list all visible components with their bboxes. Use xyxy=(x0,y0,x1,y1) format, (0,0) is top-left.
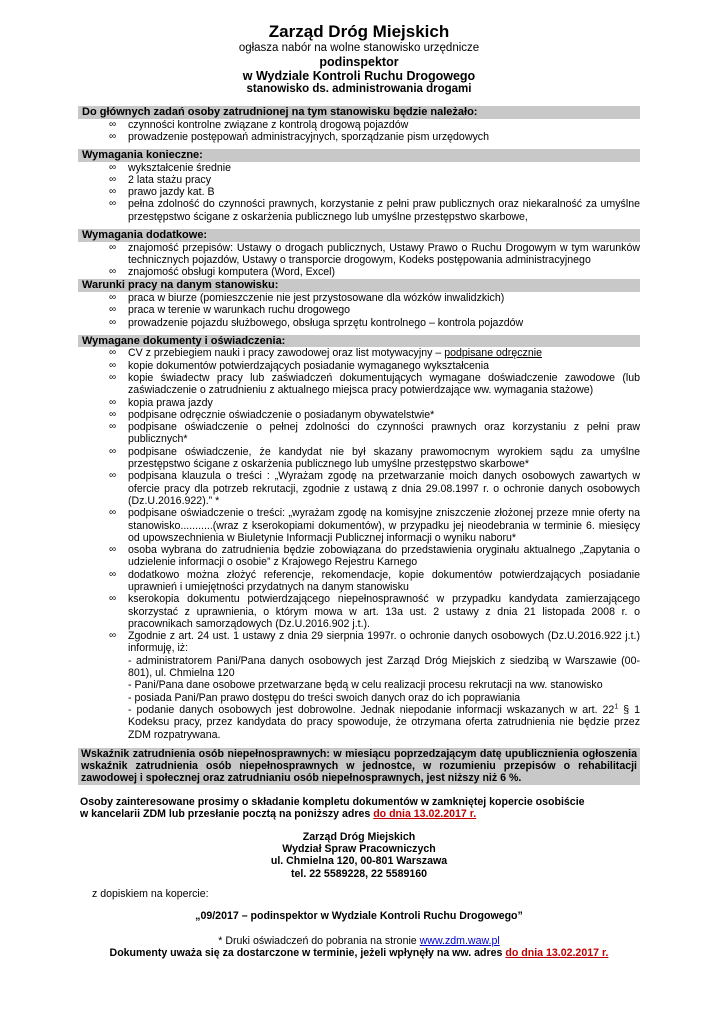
underlined-text: podpisane odręcznie xyxy=(444,347,542,360)
infinity-bullet-icon: ∞ xyxy=(109,186,117,198)
rodo-line: - podanie danych osobowych jest dobrowolne. Jednak niepodanie informacji wskazanych w art. $22^1$ § 1 Kodeksu pracy, przez kandydata do pracy spowoduje, że otrzymana oferta zatrudnienia nie będzie przez ZDM rozpatrywana. xyxy=(128,703,641,741)
section-duties xyxy=(78,106,640,143)
deadline-text: do dnia 13.02.2017 r. xyxy=(373,808,477,821)
org-title: Zarząd Dróg Miejskich xyxy=(268,22,450,41)
list-item: ∞ prawo jazdy kat. B xyxy=(109,186,215,199)
section-documents xyxy=(78,335,640,741)
infinity-bullet-icon: ∞ xyxy=(109,630,117,642)
list-item: ∞ podpisane odręcznie oświadczenie o posiadanym obywatelstwie* xyxy=(109,408,435,421)
list-item: ∞ CV z przebiegiem nauki i pracy zawodowej oraz list motywacyjny – podpisane odręcznie xyxy=(109,347,542,360)
address-phone: tel. 22 5589228, 22 5589160 xyxy=(290,867,428,880)
infinity-bullet-icon: ∞ xyxy=(109,593,117,605)
rodo-line: - posiada Pani/Pan prawo dostępu do treści swoich danych oraz do ich poprawiania xyxy=(128,691,521,704)
infinity-bullet-icon: ∞ xyxy=(109,241,117,253)
list-item: ∞ podpisane oświadczenie o treści: „wyrażam zgodę na komisyjne zniszczenie złożonej przeze mnie oferty na stanowisko...........(wraz z kserokopiami dokumentów), w przypadku jej nieodebrania w terminie 6. miesięcy od upowszechnienia w Biuletynie Informacji Publicznej informacji o wyniku naboru* xyxy=(109,507,640,544)
position-title: podinspektor xyxy=(319,55,399,69)
infinity-bullet-icon: ∞ xyxy=(109,304,117,316)
list-item: ∞ dodatkowo można złożyć referencje, rekomendacje, kopie dokumentów potwierdzających posiadanie uprawnień i umiejętności przydatnych na danym stanowisku xyxy=(109,568,640,593)
infinity-bullet-icon: ∞ xyxy=(109,507,117,519)
infinity-bullet-icon: ∞ xyxy=(109,408,117,420)
post-title: stanowisko ds. administrowania drogami xyxy=(246,83,472,95)
address-org: Zarząd Dróg Miejskich xyxy=(302,830,416,843)
list-item: ∞ pełna zdolność do czynności prawnych, korzystanie z pełni praw publicznych oraz niekaralność za umyślne przestępstwo ścigane z oskarżenia publicznego lub umyślne przestępstwo skarbowe, xyxy=(109,198,640,223)
rodo-line: - Pani/Pana dane osobowe przetwarzane będą w celu realizacji procesu rekrutacji na ww. stanowisko xyxy=(128,679,603,692)
list-item: ∞ prowadzenie postępowań administracyjnych, sporządzanie pism urzędowych xyxy=(109,130,489,143)
infinity-bullet-icon: ∞ xyxy=(109,359,117,371)
infinity-bullet-icon: ∞ xyxy=(109,161,117,173)
list-item: ∞ podpisana klauzula o treści : „Wyrażam zgodę na przetwarzanie moich danych osobowych zawartych w ofercie pracy dla potrzeb rekrutacji, zgodnie z ustawą z dnia 29.08.1997 r. o ochronie danych osobowych (Dz.U.2016.922).” * xyxy=(109,470,640,507)
list-item: ∞ praca w terenie w warunkach ruchu drogowego xyxy=(109,304,351,317)
list-item: ∞ podpisane oświadczenie o pełnej zdolności do czynności prawnych oraz korzystaniu z pełni praw publicznych* xyxy=(109,421,640,446)
final-deadline-text: do dnia 13.02.2017 r. xyxy=(505,947,609,960)
disability-indicator-box: Wskaźnik zatrudnienia osób niepełnosprawnych: w miesiącu poprzedzającym datę upublicznienia ogłoszenia wskaźnik zatrudnienia osób niepełnosprawnych w jednostce, w rozumieniu przepisów o rehabilitacji zawodowej i społecznej oraz zatrudnianiu osób niepełnosprawnych, jest niższy niż 6 %. xyxy=(78,748,640,785)
list-item: ∞ praca w biurze (pomieszczenie nie jest przystosowane dla wózków inwalidzkich) xyxy=(109,291,505,304)
address-block xyxy=(78,831,640,880)
address-street: ul. Chmielna 120, 00-801 Warszawa xyxy=(270,855,448,868)
list-item: ∞ znajomość obsługi komputera (Word, Excel) xyxy=(109,266,336,279)
list-item: ∞ kopie świadectw pracy lub zaświadczeń dokumentujących wymagane doświadczenie zawodowe (lub zaświadczenie o zatrudnieniu z aktualnego miejsca pracy potwierdzające ww. wymagania stażowe) xyxy=(109,371,640,397)
list-item: ∞ kopie dokumentów potwierdzających posiadanie wymaganego wykształcenia xyxy=(109,359,489,372)
infinity-bullet-icon: ∞ xyxy=(109,568,117,580)
list-item: ∞ osoba wybrana do zatrudnienia będzie zobowiązana do przedstawienia oryginału aktualnego „Zapytania o udzielenie informacji o osobie” z Krajowego Rejestru Karnego xyxy=(109,544,640,569)
envelope-note: z dopiskiem na kopercie: xyxy=(92,887,209,900)
list-item: ∞ znajomość przepisów: Ustawy o drogach publicznych, Ustawy Prawo o Ruchu Drogowym w tym warunków technicznych pojazdów, Ustawy o transporcie drogowym, Kodeks postępowania administracyjnego xyxy=(109,241,640,266)
section-required xyxy=(78,149,640,223)
header xyxy=(78,22,640,96)
announce-line: ogłasza nabór na wolne stanowisko urzędnicze xyxy=(238,42,480,54)
infinity-bullet-icon: ∞ xyxy=(109,173,117,185)
website-link[interactable]: www.zdm.waw.pl xyxy=(419,934,500,947)
section-title: Wymagania konieczne: xyxy=(78,149,640,162)
application-info: Osoby zainteresowane prosimy o składanie kompletu dokumentów w zamkniętej kopercie osobiście w kancelarii ZDM lub przesłanie pocztą na poniższy adres do dnia 13.02.2017 r. xyxy=(80,795,585,821)
infinity-bullet-icon: ∞ xyxy=(109,316,117,328)
section-title: Wymagane dokumenty i oświadczenia: xyxy=(78,335,640,348)
section-title: Wymagania dodatkowe: xyxy=(78,229,640,242)
list-item-rodo xyxy=(78,630,640,741)
infinity-bullet-icon: ∞ xyxy=(109,347,117,359)
section-title: Do głównych zadań osoby zatrudnionej na tym stanowisku będzie należało: xyxy=(78,106,640,119)
list-item: ∞ kopia prawa jazdy xyxy=(109,396,213,409)
infinity-bullet-icon: ∞ xyxy=(109,445,117,457)
footnote: * Druki oświadczeń do pobrania na stronie www.zdm.waw.pl xyxy=(218,934,500,947)
section-conditions xyxy=(78,279,640,328)
rodo-line: - administratorem Pani/Pana danych osobowych jest Zarząd Dróg Miejskich z siedzibą w Warszawie (00-801), ul. Chmielna 120 xyxy=(128,654,640,680)
rodo-intro: Zgodnie z art. 24 ust. 1 ustawy z dnia 29 sierpnia 1997r. o ochronie danych osobowych (Dz.U.2016.922 j.t.) informuję, iż: xyxy=(128,630,640,655)
final-note: Dokumenty uważa się za dostarczone w terminie, jeżeli wpłynęły na ww. adres do dnia 13.02.2017 r. xyxy=(109,947,609,960)
section-additional xyxy=(78,229,640,278)
list-item: ∞ 2 lata stażu pracy xyxy=(109,173,212,186)
infinity-bullet-icon: ∞ xyxy=(109,198,117,210)
list-item: ∞ wykształcenie średnie xyxy=(109,161,232,174)
infinity-bullet-icon: ∞ xyxy=(109,118,117,130)
list-item: ∞ czynności kontrolne związane z kontrolą drogową pojazdów xyxy=(109,118,409,131)
address-dept: Wydział Spraw Pracowniczych xyxy=(282,843,436,856)
list-item: ∞ podpisane oświadczenie, że kandydat nie był skazany prawomocnym wyrokiem sądu za umyślne przestępstwo ścigane z oskarżenia publicznego lub umyślne przestępstwo skarbowe* xyxy=(109,445,640,471)
infinity-bullet-icon: ∞ xyxy=(109,544,117,556)
infinity-bullet-icon: ∞ xyxy=(109,291,117,303)
infinity-bullet-icon: ∞ xyxy=(109,396,117,408)
infinity-bullet-icon: ∞ xyxy=(109,421,117,433)
infinity-bullet-icon: ∞ xyxy=(109,470,117,482)
department-title: w Wydziale Kontroli Ruchu Drogowego xyxy=(242,69,476,83)
infinity-bullet-icon: ∞ xyxy=(109,266,117,278)
section-title: Warunki pracy na danym stanowisku: xyxy=(78,279,640,292)
envelope-reference: „09/2017 – podinspektor w Wydziale Kontroli Ruchu Drogowego” xyxy=(195,910,523,923)
infinity-bullet-icon: ∞ xyxy=(109,371,117,383)
list-item: ∞ kserokopia dokumentu potwierdzającego niepełnosprawność w przypadku kandydata zamierzającego skorzystać z uprawnienia, o którym mowa w art. 13a ust. 2 ustawy z dnia 21 listopada 2008 r. o pracownikach samorządowych (Dz.U.2016.902 j.t.). xyxy=(109,593,640,630)
infinity-bullet-icon: ∞ xyxy=(109,130,117,142)
list-item: ∞ prowadzenie pojazdu służbowego, obsługa sprzętu kontrolnego – kontrola pojazdów xyxy=(109,316,524,329)
